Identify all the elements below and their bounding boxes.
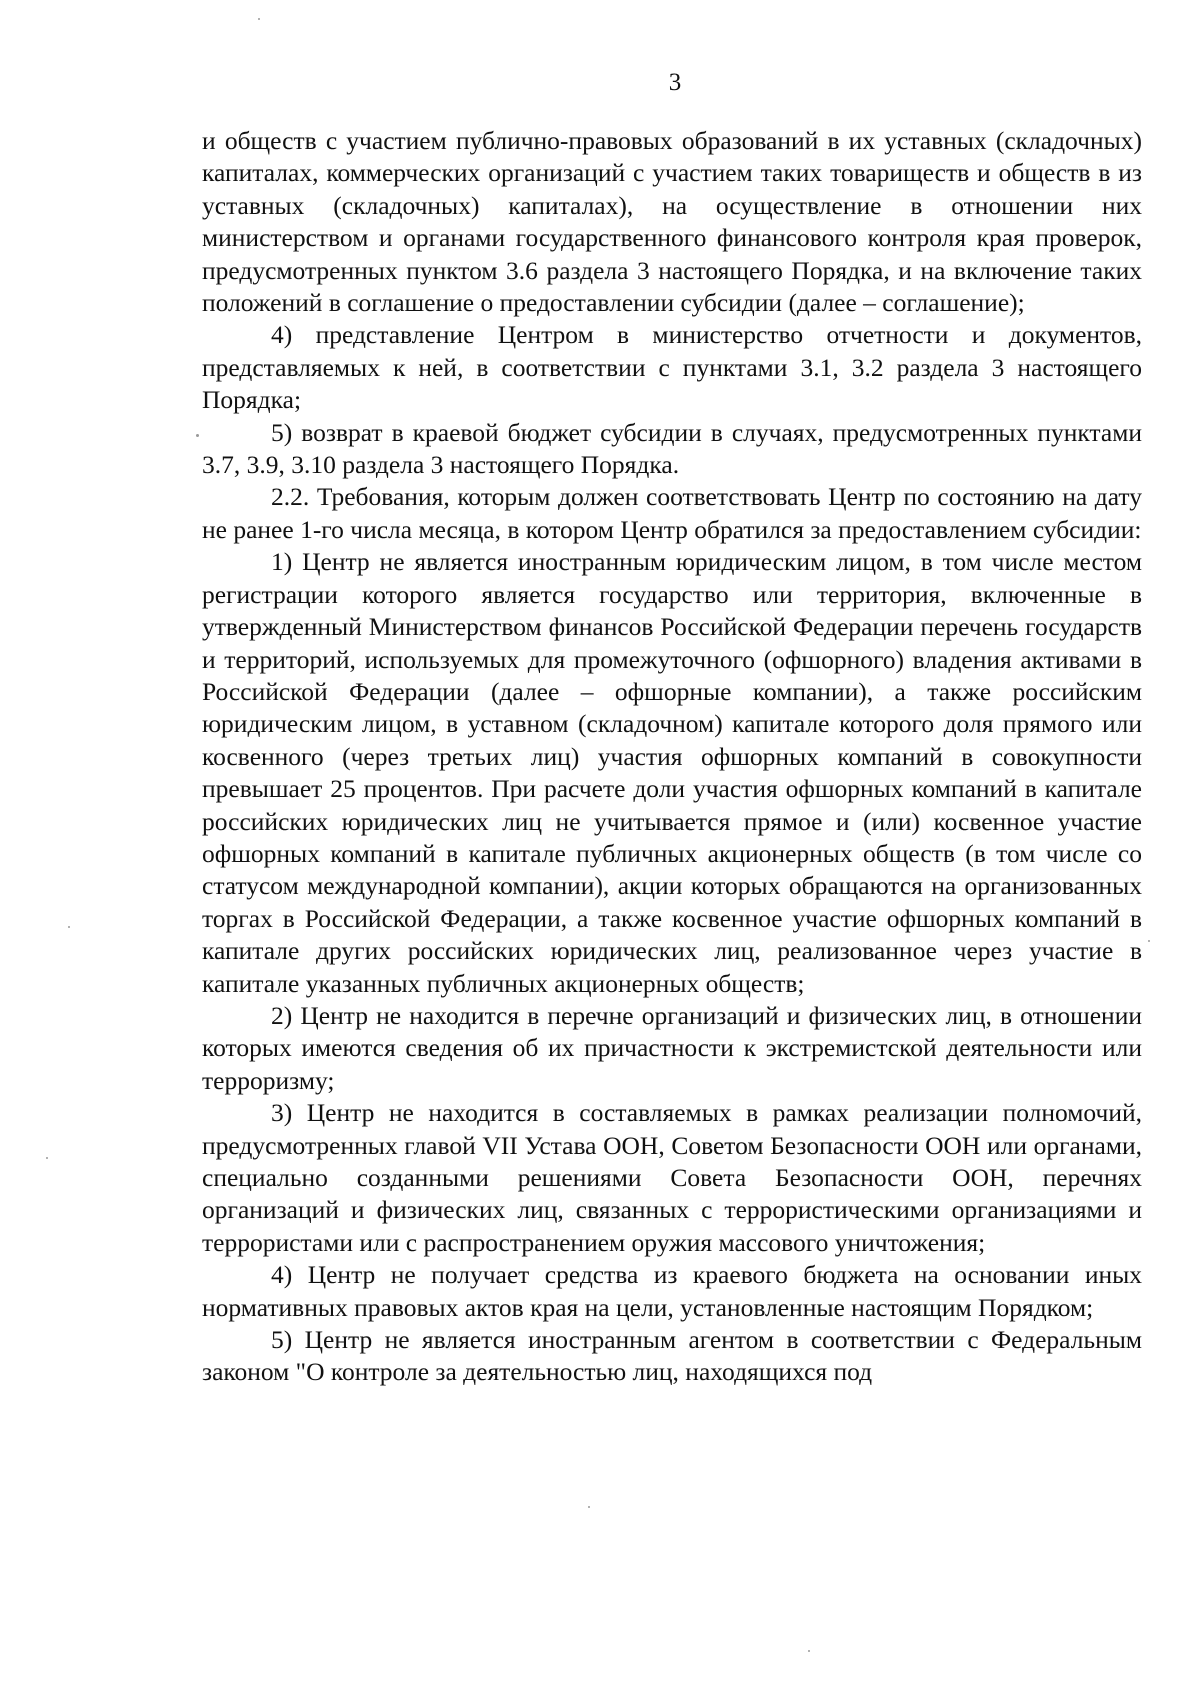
scan-speck: [1148, 940, 1150, 942]
paragraph-requirement-1: 1) Центр не является иностранным юридическим лицом, в том числе местом регистрации которого является государство или территория, включенные в утвержденный Министерством финансов Российской Федерации перечень государств и территорий, используемых для промежуточного (офшорного) владения активами в Российской Федерации (далее – офшорные компании), а также российским юридическим лицом, в уставном (складочном) капитале которого доля прямого или косвенного (через третьих лиц) участия офшорных компаний в совокупности превышает 25 процентов. При расчете доли участия офшорных компаний в капитале российских юридических лиц не учитывается прямое и (или) косвенное участие офшорных компаний в капитале публичных акционерных обществ (в том числе со статусом международной компании), акции которых обращаются на организованных торгах в Российской Федерации, а также косвенное участие офшорных компаний в капитале других российских юридических лиц, реализованное через участие в капитале указанных публичных акционерных обществ;: [202, 547, 1142, 998]
scan-speck: [258, 18, 260, 20]
document-body: [202, 125, 1142, 1389]
paragraph-section-2-2: 2.2. Требования, которым должен соответствовать Центр по состоянию на дату не ранее 1-го числа месяца, в котором Центр обратился за предоставлением субсидии:: [202, 482, 1142, 544]
paragraph-continuation: и обществ с участием публично-правовых образований в их уставных (складочных) капиталах, коммерческих организаций с участием таких товариществ и обществ в из уставных (складочных) капиталах), на осуществление в отношении них министерством и органами государственного финансового контроля края проверок, предусмотренных пунктом 3.6 раздела 3 настоящего Порядка, и на включение таких положений в соглашение о предоставлении субсидии (далее – соглашение);: [202, 126, 1142, 318]
scan-speck: [196, 434, 199, 437]
scan-speck: [808, 1650, 810, 1652]
scan-speck: [68, 926, 70, 928]
paragraph-requirement-5: 5) Центр не является иностранным агентом в соответствии с Федеральным законом "О контроле за деятельностью лиц, находящихся под: [202, 1325, 1142, 1387]
paragraph-item-5: 5) возврат в краевой бюджет субсидии в случаях, предусмотренных пунктами 3.7, 3.9, 3.10 раздела 3 настоящего Порядка.: [202, 417, 1142, 480]
paragraph-requirement-3: 3) Центр не находится в составляемых в рамках реализации полномочий, предусмотренных главой VII Устава ООН, Советом Безопасности ООН или органами, специально созданными решениями Совета Безопасности ООН, перечнях организаций и физических лиц, связанных с террористическими организациями и террористами или с распространением оружия массового уничтожения;: [202, 1098, 1142, 1257]
paragraph-item-4: 4) представление Центром в министерство отчетности и документов, представляемых к ней, в соответствии с пунктами 3.1, 3.2 раздела 3 настоящего Порядка;: [202, 320, 1142, 415]
scan-speck: [588, 1506, 590, 1508]
paragraph-requirement-4: 4) Центр не получает средства из краевого бюджета на основании иных нормативных правовых актов края на цели, установленные настоящим Порядком;: [202, 1260, 1142, 1322]
paragraph-requirement-2: 2) Центр не находится в перечне организаций и физических лиц, в отношении которых имеются сведения об их причастности к экстремистской деятельности или терроризму;: [202, 1000, 1142, 1095]
scan-speck: [46, 1157, 48, 1159]
page-number: 3: [668, 69, 682, 96]
